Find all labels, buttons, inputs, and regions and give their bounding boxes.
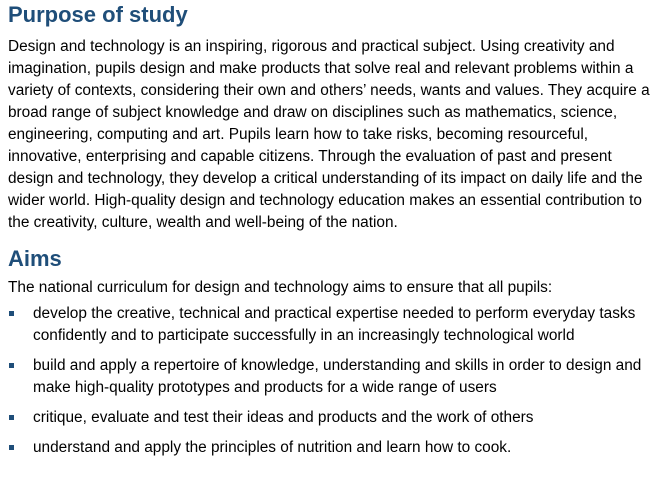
bullet-icon [9,445,14,450]
aims-list [8,303,658,459]
list-item-text: develop the creative, technical and practical expertise needed to perform everyday tasks confidently and to participate successfully in an increasingly technological world [33,305,636,344]
list-item [8,303,658,347]
list-item [8,437,658,459]
list-item-text: critique, evaluate and test their ideas and products and the work of others [33,409,534,426]
list-item-text: build and apply a repertoire of knowledge, understanding and skills in order to design and make high-quality prototypes and products for a wide range of users [33,357,642,396]
purpose-paragraph: Design and technology is an inspiring, rigorous and practical subject. Using creativity and imagination, pupils design and make products that solve real and relevant problems within a variety of contexts, considering their own and others’ needs, wants and values. They acquire a broad range of subject knowledge and draw on disciplines such as mathematics, science, engineering, computing and art. Pupils learn how to take risks, becoming resourceful, innovative, enterprising and capable citizens. Through the evaluation of past and present design and technology, they develop a critical understanding of its impact on daily life and the wider world. High-quality design and technology education makes an essential contribution to the creativity, culture, wealth and well-being of the nation. [8,38,650,231]
list-item [8,355,658,399]
bullet-icon [9,415,14,420]
bullet-icon [9,363,14,368]
purpose-heading: Purpose of study [8,2,188,27]
list-item [8,407,658,429]
document-page [8,0,658,467]
list-item-text: understand and apply the principles of nutrition and learn how to cook. [33,439,512,456]
aims-intro: The national curriculum for design and technology aims to ensure that all pupils: [8,279,553,296]
bullet-icon [9,311,14,316]
aims-heading: Aims [8,246,62,271]
